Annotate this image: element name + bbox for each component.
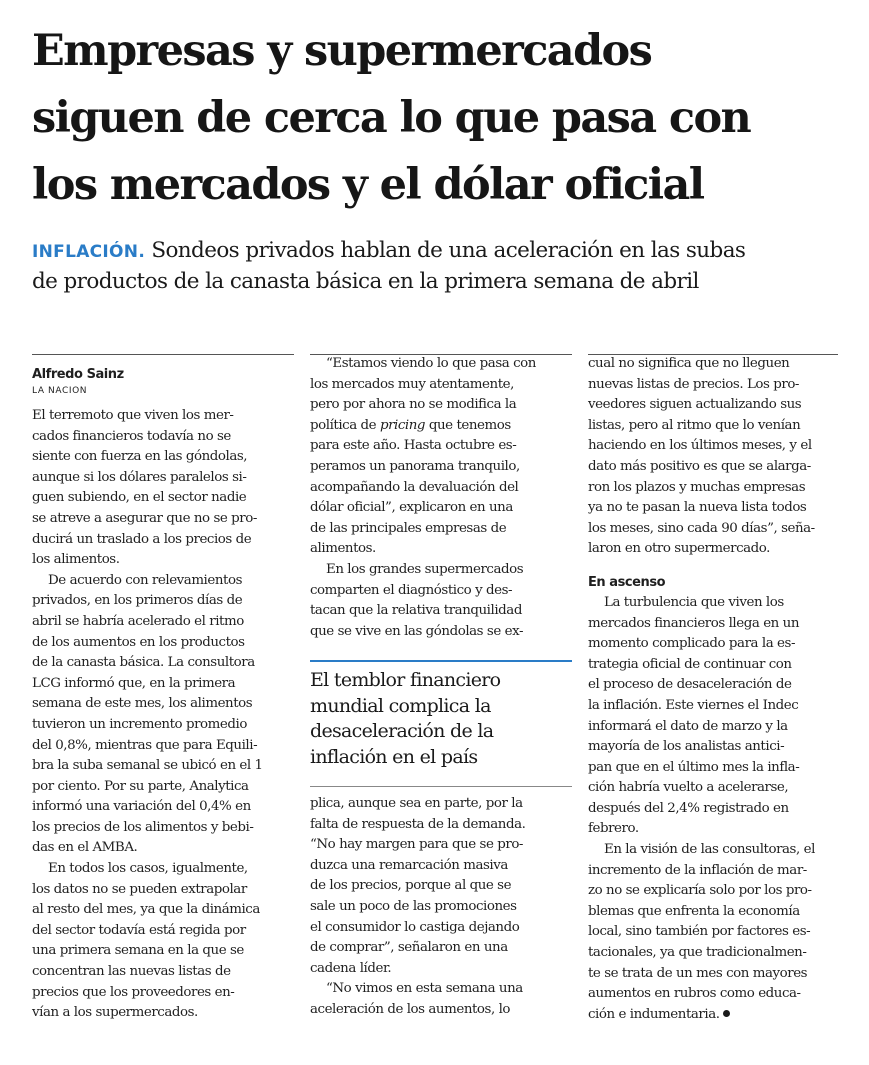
column-2-bottom-text bbox=[310, 794, 572, 1021]
text-line: veedores siguen actualizando sus bbox=[588, 397, 802, 413]
text-line: pero por ahora no se modifica la bbox=[310, 397, 517, 413]
text-line: por ciento. Por su parte, Analytica bbox=[32, 778, 249, 794]
text-line: laron en otro supermercado. bbox=[588, 541, 770, 557]
text-line: una primera semana en la que se bbox=[32, 943, 244, 959]
text-line: del sector todavía está regida por bbox=[32, 922, 246, 938]
end-mark bbox=[723, 1010, 730, 1017]
text-line: das en el AMBA. bbox=[32, 840, 138, 856]
text-line: peramos un panorama tranquilo, bbox=[310, 458, 520, 474]
column-3-top-text bbox=[588, 354, 838, 560]
text-line: se atreve a asegurar que no se pro- bbox=[32, 510, 257, 526]
text-line: La turbulencia que viven los bbox=[604, 594, 784, 610]
column-1 bbox=[32, 366, 294, 1024]
pull-quote-line: desaceleración de la bbox=[310, 720, 494, 742]
text-line: de los aumentos en los productos bbox=[32, 634, 245, 650]
text-line: zo no se explicaría solo por los pro- bbox=[588, 883, 812, 899]
text-line: los alimentos. bbox=[32, 552, 120, 568]
text-line: informará el dato de marzo y la bbox=[588, 718, 788, 734]
text-line: de los precios, porque al que se bbox=[310, 878, 512, 894]
column-1-text bbox=[32, 406, 294, 1024]
text-line: política de pricing que tenemos bbox=[310, 417, 511, 433]
deck bbox=[32, 236, 852, 297]
text-line: te se trata de un mes con mayores bbox=[588, 965, 808, 981]
headline bbox=[32, 18, 852, 219]
pull-quote-line: El temblor financiero bbox=[310, 669, 501, 691]
text-line: después del 2,4% registrado en bbox=[588, 800, 789, 816]
headline-line: los mercados y el dólar oficial bbox=[32, 160, 704, 210]
text-line: para este año. Hasta octubre es- bbox=[310, 438, 517, 454]
text-line: incremento de la inflación de mar- bbox=[588, 862, 807, 878]
text-line: los precios de los alimentos y bebi- bbox=[32, 819, 254, 835]
text-line: listas, pero al ritmo que lo venían bbox=[588, 417, 801, 433]
subhead: En ascenso bbox=[588, 574, 666, 590]
text-line: concentran las nuevas listas de bbox=[32, 964, 231, 980]
text-line: la inflación. Este viernes el Indec bbox=[588, 697, 799, 713]
text-line: local, sino también por factores es- bbox=[588, 924, 811, 940]
text-line: momento complicado para la es- bbox=[588, 636, 796, 652]
text-line: de las principales empresas de bbox=[310, 520, 507, 536]
pull-quote-line: mundial complica la bbox=[310, 694, 491, 717]
text-line: vían a los supermercados. bbox=[32, 1005, 198, 1021]
text-line: siente con fuerza en las góndolas, bbox=[32, 449, 248, 465]
text-line: abril se habría acelerado el ritmo bbox=[32, 613, 244, 629]
text-line: nuevas listas de precios. Los pro- bbox=[588, 376, 800, 392]
text-line: “No vimos en esta semana una bbox=[326, 981, 523, 997]
text-line: el consumidor lo castiga dejando bbox=[310, 919, 520, 935]
deck-line-2: de productos de la canasta básica en la primera semana de abril bbox=[32, 269, 699, 294]
text-line: febrero. bbox=[588, 821, 639, 837]
headline-line: Empresas y supermercados bbox=[32, 26, 652, 76]
text-line: ron los plazos y muchas empresas bbox=[588, 479, 806, 495]
text-line: En la visión de las consultoras, el bbox=[604, 842, 815, 858]
kicker: INFLACIÓN. bbox=[32, 242, 146, 262]
text-line: ción habría vuelto a acelerarse, bbox=[588, 780, 789, 796]
text-line: El terremoto que viven los mer- bbox=[32, 408, 234, 423]
byline-outlet: LA NACION bbox=[32, 386, 88, 396]
text-line: “No hay margen para que se pro- bbox=[310, 837, 524, 853]
text-line: LCG informó que, en la primera bbox=[32, 675, 236, 691]
text-line: semana de este mes, los alimentos bbox=[32, 696, 253, 712]
text-line: aumentos en rubros como educa- bbox=[588, 986, 801, 1002]
text-line: plica, aunque sea en parte, por la bbox=[310, 796, 523, 811]
text-line: ción e indumentaria. bbox=[588, 1005, 838, 1026]
byline-author: Alfredo Sainz bbox=[32, 367, 124, 382]
text-line: aunque si los dólares paralelos si- bbox=[32, 469, 247, 485]
headline-line: siguen de cerca lo que pasa con bbox=[32, 93, 751, 143]
text-line: falta de respuesta de la demanda. bbox=[310, 816, 526, 832]
text-line: de comprar”, señalaron en una bbox=[310, 940, 508, 956]
text-line: los meses, sino cada 90 días”, seña- bbox=[588, 520, 815, 536]
text-line: dato más positivo es que se alarga- bbox=[588, 458, 811, 474]
text-line: que se vive en las góndolas se ex- bbox=[310, 623, 524, 639]
text-line: mayoría de los analistas antici- bbox=[588, 739, 785, 755]
text-line: precios que los proveedores en- bbox=[32, 984, 235, 1000]
text-line: cadena líder. bbox=[310, 960, 392, 976]
text-line: los mercados muy atentamente, bbox=[310, 376, 514, 392]
text-line: acompañando la devaluación del bbox=[310, 479, 519, 495]
column-2-top-text bbox=[310, 354, 572, 642]
text-line: trategia oficial de continuar con bbox=[588, 656, 792, 672]
text-line: del 0,8%, mientras que para Equili- bbox=[32, 737, 258, 753]
text-line: al resto del mes, ya que la dinámica bbox=[32, 902, 260, 918]
text-line: de la canasta básica. La consultora bbox=[32, 655, 255, 671]
text-line: informó una variación del 0,4% en bbox=[32, 799, 251, 815]
deck-text-1: Sondeos privados hablan de una aceleración en las subas bbox=[151, 238, 746, 263]
text-line: pan que en el último mes la infla- bbox=[588, 759, 800, 775]
column-3-bottom-text bbox=[588, 593, 838, 1025]
pull-quote-line: inflación en el país bbox=[310, 745, 478, 768]
deck-line-1 bbox=[32, 236, 852, 267]
text-line: ya no te pasan la nueva lista todos bbox=[588, 500, 807, 516]
text-line: dólar oficial”, explicaron en una bbox=[310, 500, 513, 516]
text-line: En los grandes supermercados bbox=[326, 561, 524, 577]
text-line: privados, en los primeros días de bbox=[32, 593, 243, 609]
text-line: tuvieron un incremento promedio bbox=[32, 716, 247, 732]
text-line: duzca una remarcación masiva bbox=[310, 857, 508, 873]
text-line: tacionales, ya que tradicionalmen- bbox=[588, 945, 807, 961]
text-line: alimentos. bbox=[310, 541, 376, 557]
text-line: bra la suba semanal se ubicó en el 1 bbox=[32, 758, 263, 774]
text-line: cual no significa que no lleguen bbox=[588, 356, 790, 371]
column-2-bottom bbox=[310, 794, 572, 1021]
text-line: ducirá un traslado a los precios de bbox=[32, 531, 252, 547]
pull-quote bbox=[310, 660, 572, 770]
text-line: En todos los casos, igualmente, bbox=[48, 861, 248, 877]
text-line: De acuerdo con relevamientos bbox=[48, 572, 243, 588]
column-rule bbox=[32, 354, 294, 355]
column-2-top bbox=[310, 354, 572, 642]
text-line: guen subiendo, en el sector nadie bbox=[32, 490, 247, 506]
text-line: cados financieros todavía no se bbox=[32, 428, 231, 444]
text-line: los datos no se pueden extrapolar bbox=[32, 881, 247, 897]
column-3 bbox=[588, 354, 838, 1025]
text-line: el proceso de desaceleración de bbox=[588, 677, 792, 693]
pull-quote-rule bbox=[310, 786, 572, 787]
text-line: aceleración de los aumentos, lo bbox=[310, 1001, 511, 1017]
text-line: mercados financieros llega en un bbox=[588, 615, 799, 631]
text-line: comparten el diagnóstico y des- bbox=[310, 582, 513, 598]
text-line: sale un poco de las promociones bbox=[310, 898, 517, 914]
text-line: “Estamos viendo lo que pasa con bbox=[326, 356, 536, 371]
text-line: tacan que la relativa tranquilidad bbox=[310, 603, 522, 619]
text-line: haciendo en los últimos meses, y el bbox=[588, 438, 812, 454]
text-line: blemas que enfrenta la economía bbox=[588, 903, 800, 919]
